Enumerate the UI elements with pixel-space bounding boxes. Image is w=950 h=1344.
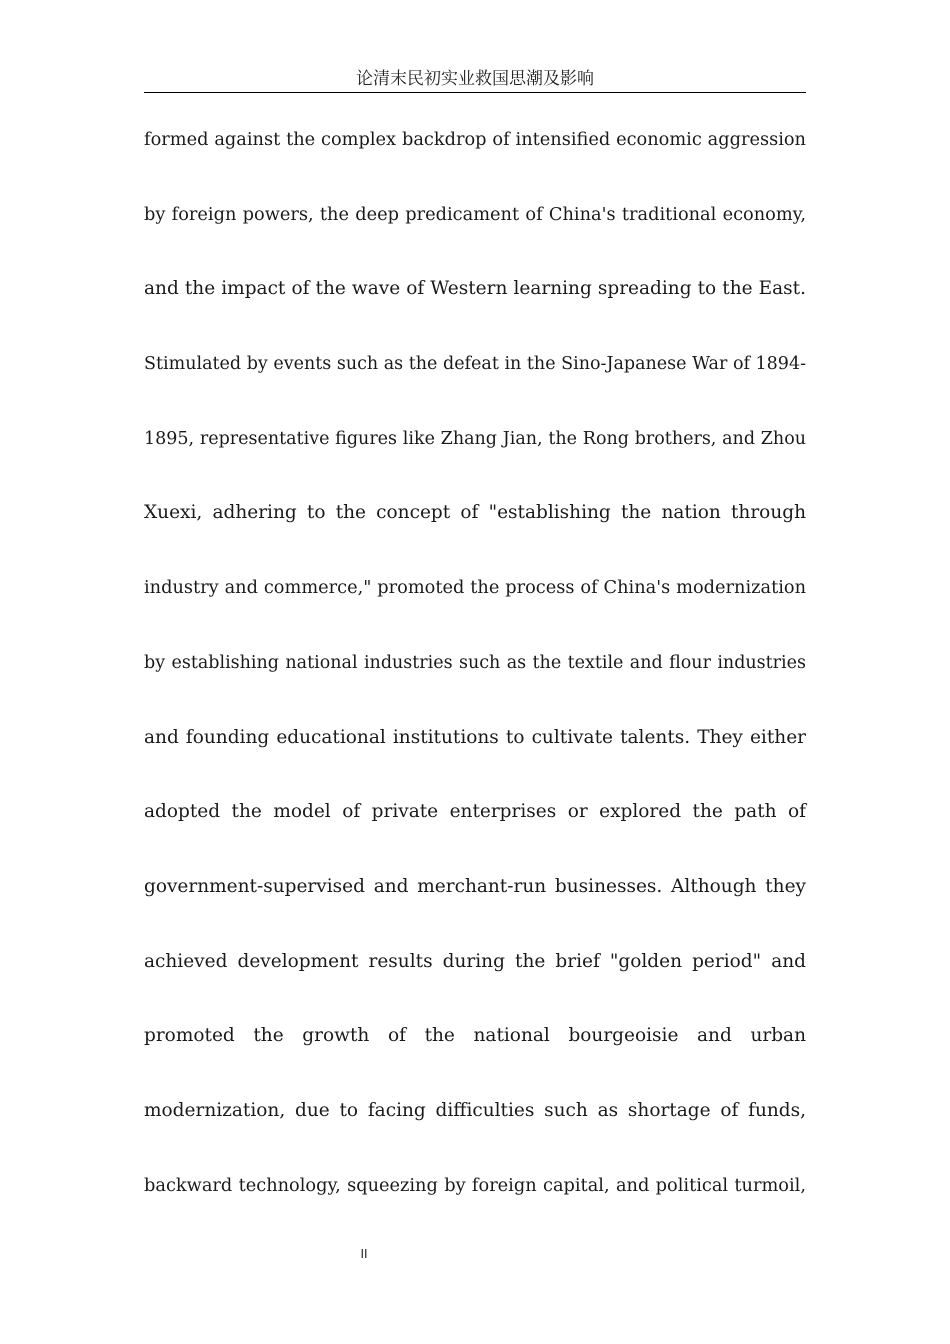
text-line: modernization, due to facing difficulties such as shortage of funds, <box>144 1099 806 1121</box>
text-line: and the impact of the wave of Western learning spreading to the East. <box>144 278 806 300</box>
text-line: promoted the growth of the national bourgeoisie and urban <box>144 1025 806 1047</box>
text-line: government-supervised and merchant-run businesses. Although they <box>144 875 806 897</box>
text-line: backward technology, squeezing by foreign capital, and political turmoil, <box>144 1175 806 1196</box>
text-line: and founding educational institutions to cultivate talents. They either <box>144 726 806 748</box>
text-line: 1895, representative figures like Zhang Jian, the Rong brothers, and Zhou <box>144 428 806 449</box>
text-line: formed against the complex backdrop of intensified economic aggression <box>144 130 806 150</box>
text-line: adopted the model of private enterprises or explored the path of <box>144 801 806 823</box>
page-number: II <box>360 1247 368 1261</box>
text-line: Xuexi, adhering to the concept of "establishing the nation through <box>144 502 806 524</box>
text-line: by establishing national industries such as the textile and flour industries <box>144 652 806 673</box>
body-paragraph <box>144 103 806 1223</box>
running-header-title: 论清末民初实业救国思潮及影响 <box>144 68 806 93</box>
text-line: industry and commerce," promoted the process of China's modernization <box>144 578 806 599</box>
text-line: achieved development results during the brief "golden period" and <box>144 950 806 972</box>
text-line: by foreign powers, the deep predicament of China's traditional economy, <box>144 204 806 225</box>
text-line: Stimulated by events such as the defeat in the Sino-Japanese War of 1894- <box>144 354 806 375</box>
